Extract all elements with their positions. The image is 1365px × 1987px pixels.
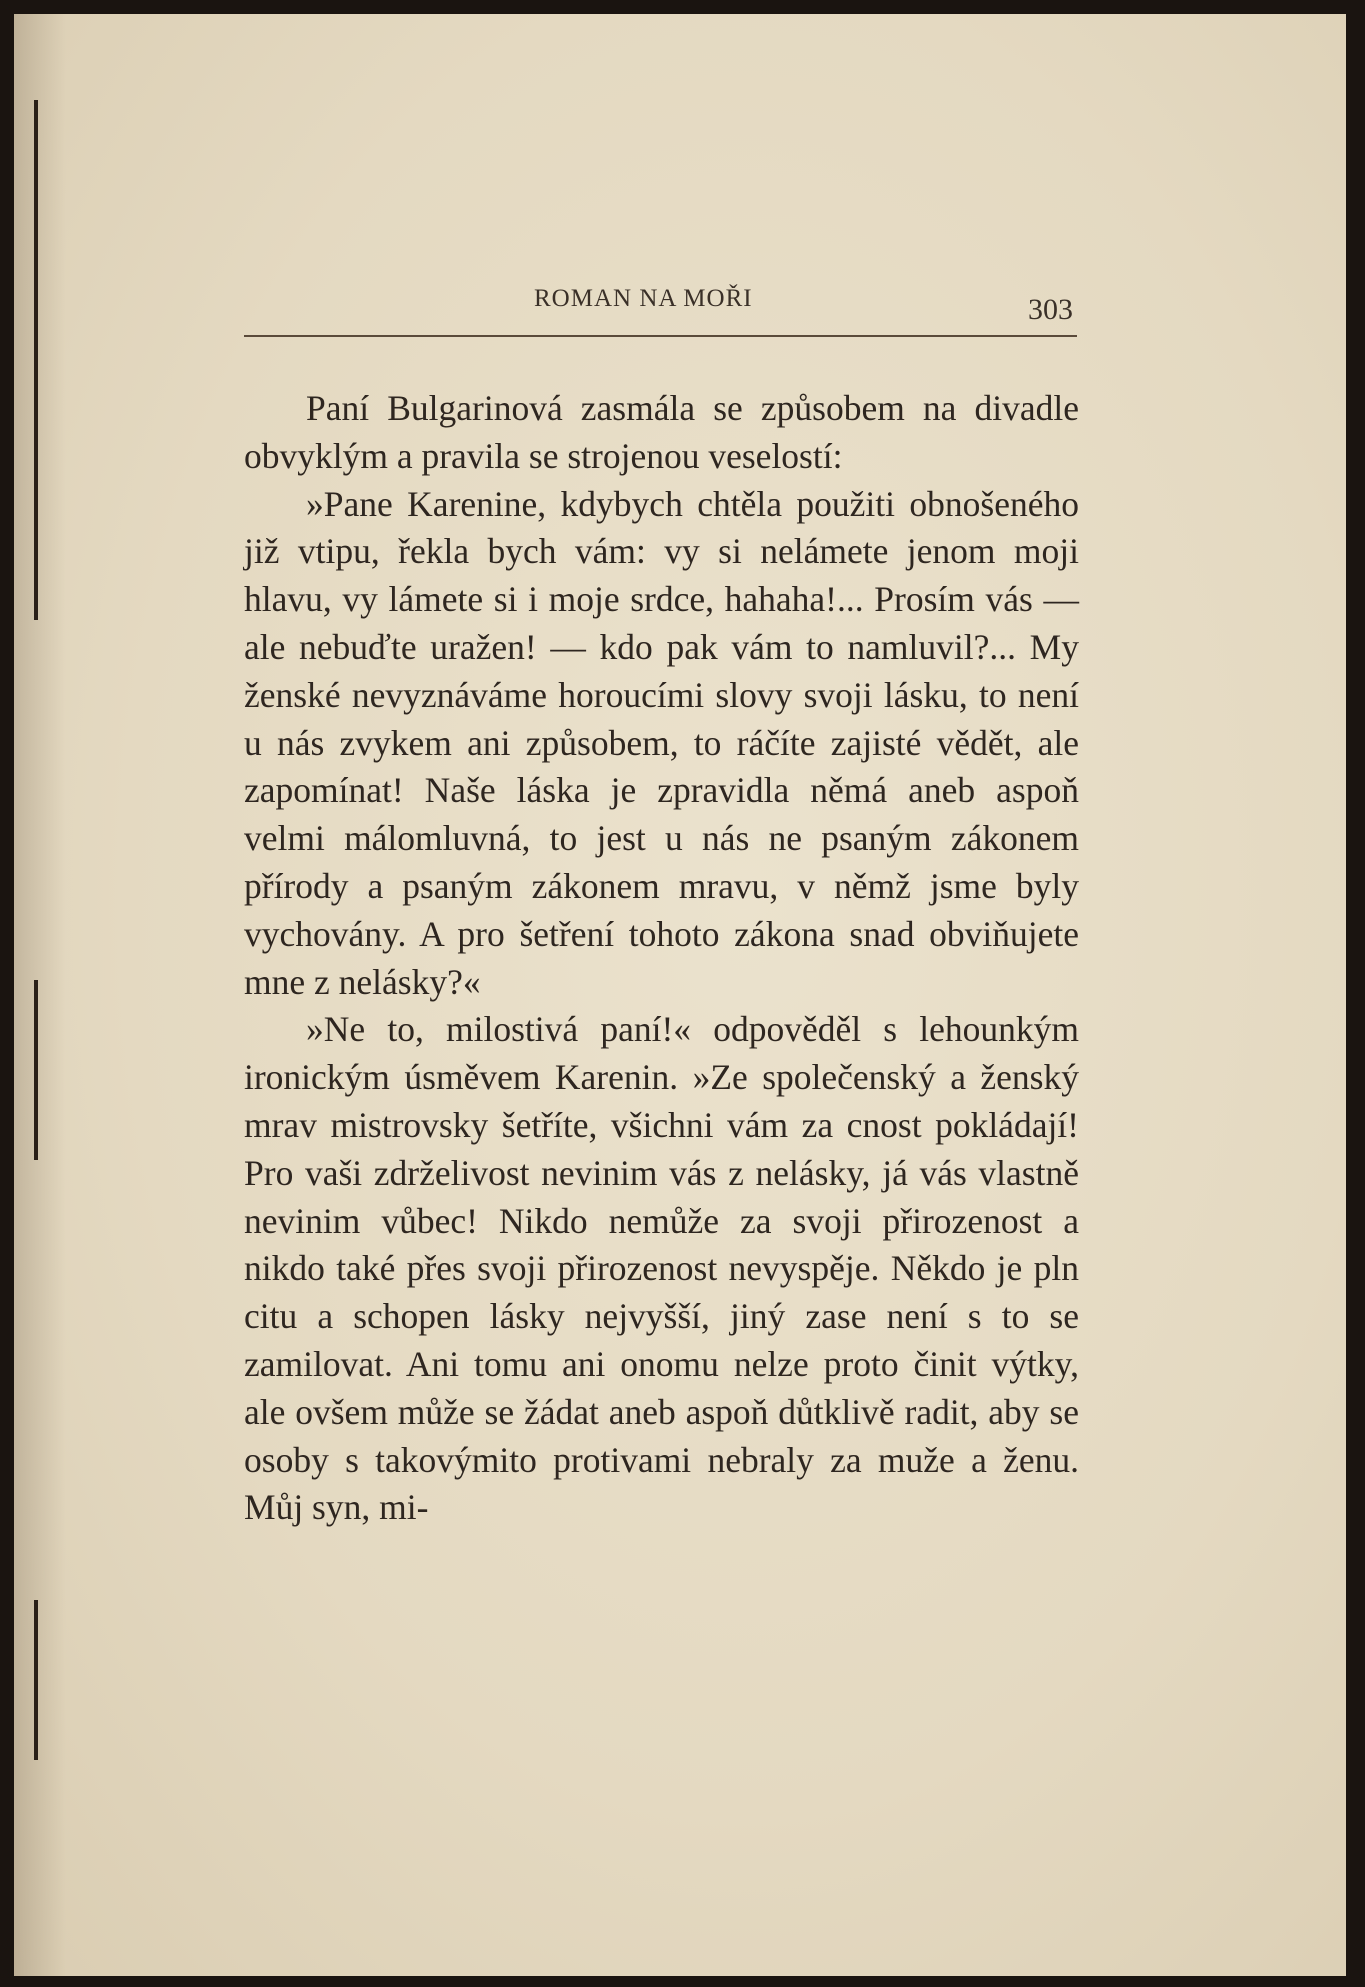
binding-mark: [34, 980, 38, 1160]
binding-mark: [34, 1600, 38, 1760]
running-head: ROMAN NA MOŘI: [534, 285, 753, 312]
spine-shadow: [14, 14, 66, 1976]
paragraph: »Ne to, milostivá paní!« odpověděl s lehounkým ironickým úsměvem Karenin. »Ze společenský a ženský mrav mistrovsky šetříte, všichni vám za cnost pokládají! Pro vaši zdrželivost nevinim vás z nelásky, já vás vlastně nevinim vůbec! Nikdo nemůže za svoji přirozenost a nikdo také přes svoji přirozenost nevyspěje. Někdo je pln citu a schopen lásky nejvyšší, jiný zase není s to se zamilovat. Ani tomu ani onomu nelze proto činit výtky, ale ovšem může se žádat aneb aspoň důtklivě radit, aby se osoby s takovýmito protivami nebraly za muže a ženu. Můj syn, mi-: [244, 1009, 1079, 1528]
paragraph: Paní Bulgarinová zasmála se způsobem na divadle obvyklým a pravila se strojenou veselostí:: [244, 388, 1079, 476]
paragraph: »Pane Karenine, kdybych chtěla použiti obnošeného již vtipu, řekla bych vám: vy si nelámete jenom moji hlavu, vy lámete si i moje srdce, hahaha!... Prosím vás — ale nebuďte uražen! — kdo pak vám to namluvil?... My ženské nevyznáváme horoucími slovy svoji lásku, to není u nás zvykem ani způsobem, to ráčíte zajisté vědět, ale zapomínat! Naše láska je zpravidla němá aneb aspoň velmi málomluvná, to jest u nás ne psaným zákonem přírody a psaným zákonem mravu, v němž jsme byly vychovány. A pro šetření tohoto zákona snad obviňujete mne z nelásky?«: [244, 483, 1079, 1002]
body-text: [244, 385, 1079, 1532]
binding-mark: [34, 100, 38, 620]
page-header: [244, 285, 1077, 337]
page-number: 303: [1028, 293, 1073, 326]
